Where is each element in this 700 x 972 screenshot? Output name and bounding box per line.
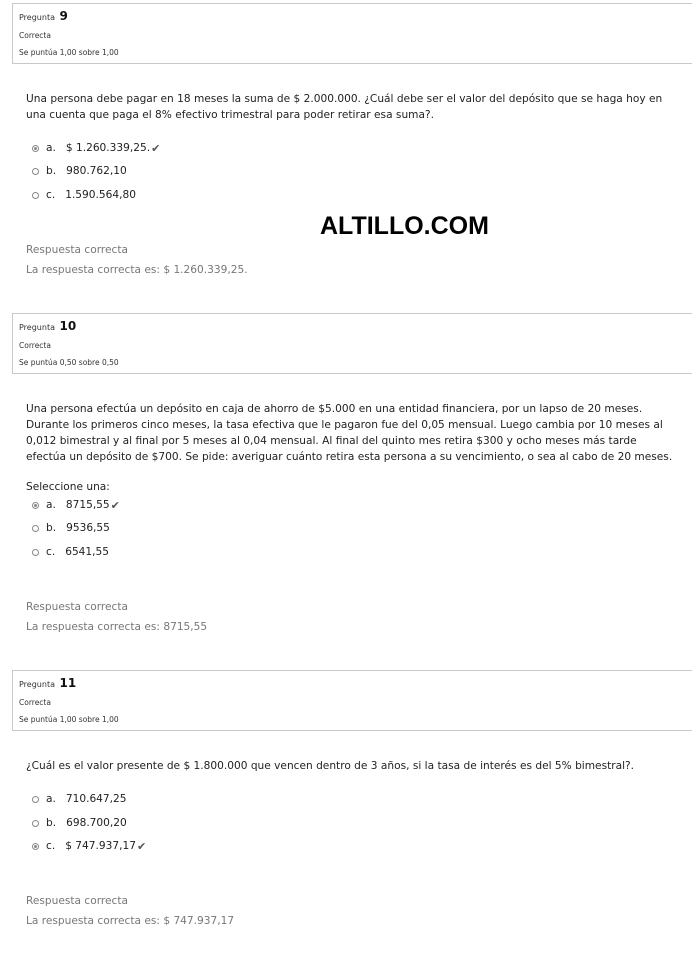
answer-text: 980.762,10 <box>66 165 127 177</box>
answer-text: $ 1.260.339,25. <box>65 142 151 154</box>
answer-text: 8715,55 <box>65 499 110 511</box>
answer-option-c[interactable] <box>32 188 136 202</box>
question-state: Correcta <box>19 341 51 350</box>
answer-option-b[interactable] <box>32 164 127 178</box>
answer-letter: b. <box>46 165 57 177</box>
feedback-right-answer: La respuesta correcta es: 8715,55 <box>26 621 208 633</box>
select-prompt: Seleccione una: <box>26 481 110 493</box>
answer-letter: a. <box>46 499 56 511</box>
answer-text: 710.647,25 <box>65 793 127 805</box>
answer-text: 1.590.564,80 <box>65 189 136 201</box>
answer-text: 9536,55 <box>66 522 110 534</box>
answer-letter: c. <box>46 840 56 852</box>
question-info-11 <box>12 670 692 731</box>
radio-button[interactable] <box>32 820 39 827</box>
answer-letter: a. <box>46 142 56 154</box>
question-grade: Se puntúa 0,50 sobre 0,50 <box>19 358 119 367</box>
radio-button[interactable] <box>32 145 39 152</box>
answer-letter: c. <box>46 189 56 201</box>
check-icon: ✔ <box>136 839 147 853</box>
question-text: Una persona debe pagar en 18 meses la suma de $ 2.000.000. ¿Cuál debe ser el valor del depósito que se haga hoy en una cuenta que paga el 8% efectivo trimestral para poder retirar esa suma?. <box>26 93 663 121</box>
question-number <box>19 677 692 691</box>
watermark: ALTILLO.COM <box>320 212 489 240</box>
feedback-status: Respuesta correcta <box>26 895 128 907</box>
answer-option-a[interactable] <box>32 498 120 512</box>
answer-option-c[interactable] <box>32 545 109 559</box>
question-number <box>19 10 692 24</box>
question-label: Pregunta <box>19 323 55 332</box>
answer-text: 698.700,20 <box>66 817 127 829</box>
feedback-right-answer: La respuesta correcta es: $ 1.260.339,25. <box>26 264 248 276</box>
question-number <box>19 320 692 334</box>
radio-button[interactable] <box>32 502 39 509</box>
question-state: Correcta <box>19 31 51 40</box>
question-info-10 <box>12 313 692 374</box>
answer-option-b[interactable] <box>32 816 127 830</box>
question-number-value: 10 <box>59 319 77 333</box>
radio-button[interactable] <box>32 168 39 175</box>
answer-text: $ 747.937,17 <box>65 840 136 852</box>
check-icon: ✔ <box>151 141 161 155</box>
feedback-status: Respuesta correcta <box>26 244 128 256</box>
question-text: Una persona efectúa un depósito en caja de ahorro de $5.000 en una entidad financiera, por un lapso de 20 meses. Durante los primeros cinco meses, la tasa efectiva que le pagaron fue del 0,05 mensual. Luego cambia por 10 meses al 0,012 bimestral y al final por 5 meses al 0,04 mensual. Al final del quinto mes retira $300 y ocho meses más tarde efectúa un depósito de $700. Se pide: averiguar cuánto retira esta persona a su vencimiento, o sea al cabo de 20 meses. <box>26 403 673 463</box>
radio-button[interactable] <box>32 525 39 532</box>
feedback-right-answer: La respuesta correcta es: $ 747.937,17 <box>26 915 235 927</box>
answer-option-b[interactable] <box>32 521 110 535</box>
feedback-status: Respuesta correcta <box>26 601 128 613</box>
radio-button[interactable] <box>32 843 39 850</box>
answer-letter: b. <box>46 522 57 534</box>
answer-text: 6541,55 <box>65 546 110 558</box>
question-info-9 <box>12 3 692 64</box>
radio-button[interactable] <box>32 796 39 803</box>
question-label: Pregunta <box>19 680 55 689</box>
question-state: Correcta <box>19 698 51 707</box>
answer-letter: b. <box>46 817 57 829</box>
question-grade: Se puntúa 1,00 sobre 1,00 <box>19 715 119 724</box>
question-number-value: 11 <box>59 676 77 690</box>
radio-button[interactable] <box>32 192 39 199</box>
answer-option-c[interactable] <box>32 839 146 853</box>
answer-letter: c. <box>46 546 56 558</box>
answer-letter: a. <box>46 793 56 805</box>
question-text: ¿Cuál es el valor presente de $ 1.800.000 que vencen dentro de 3 años, si la tasa de interés es del 5% bimestral?. <box>26 760 635 772</box>
question-number-value: 9 <box>59 9 68 23</box>
answer-option-a[interactable] <box>32 141 160 155</box>
answer-option-a[interactable] <box>32 792 127 806</box>
check-icon: ✔ <box>110 498 120 512</box>
question-grade: Se puntúa 1,00 sobre 1,00 <box>19 48 119 57</box>
question-label: Pregunta <box>19 13 55 22</box>
radio-button[interactable] <box>32 549 39 556</box>
